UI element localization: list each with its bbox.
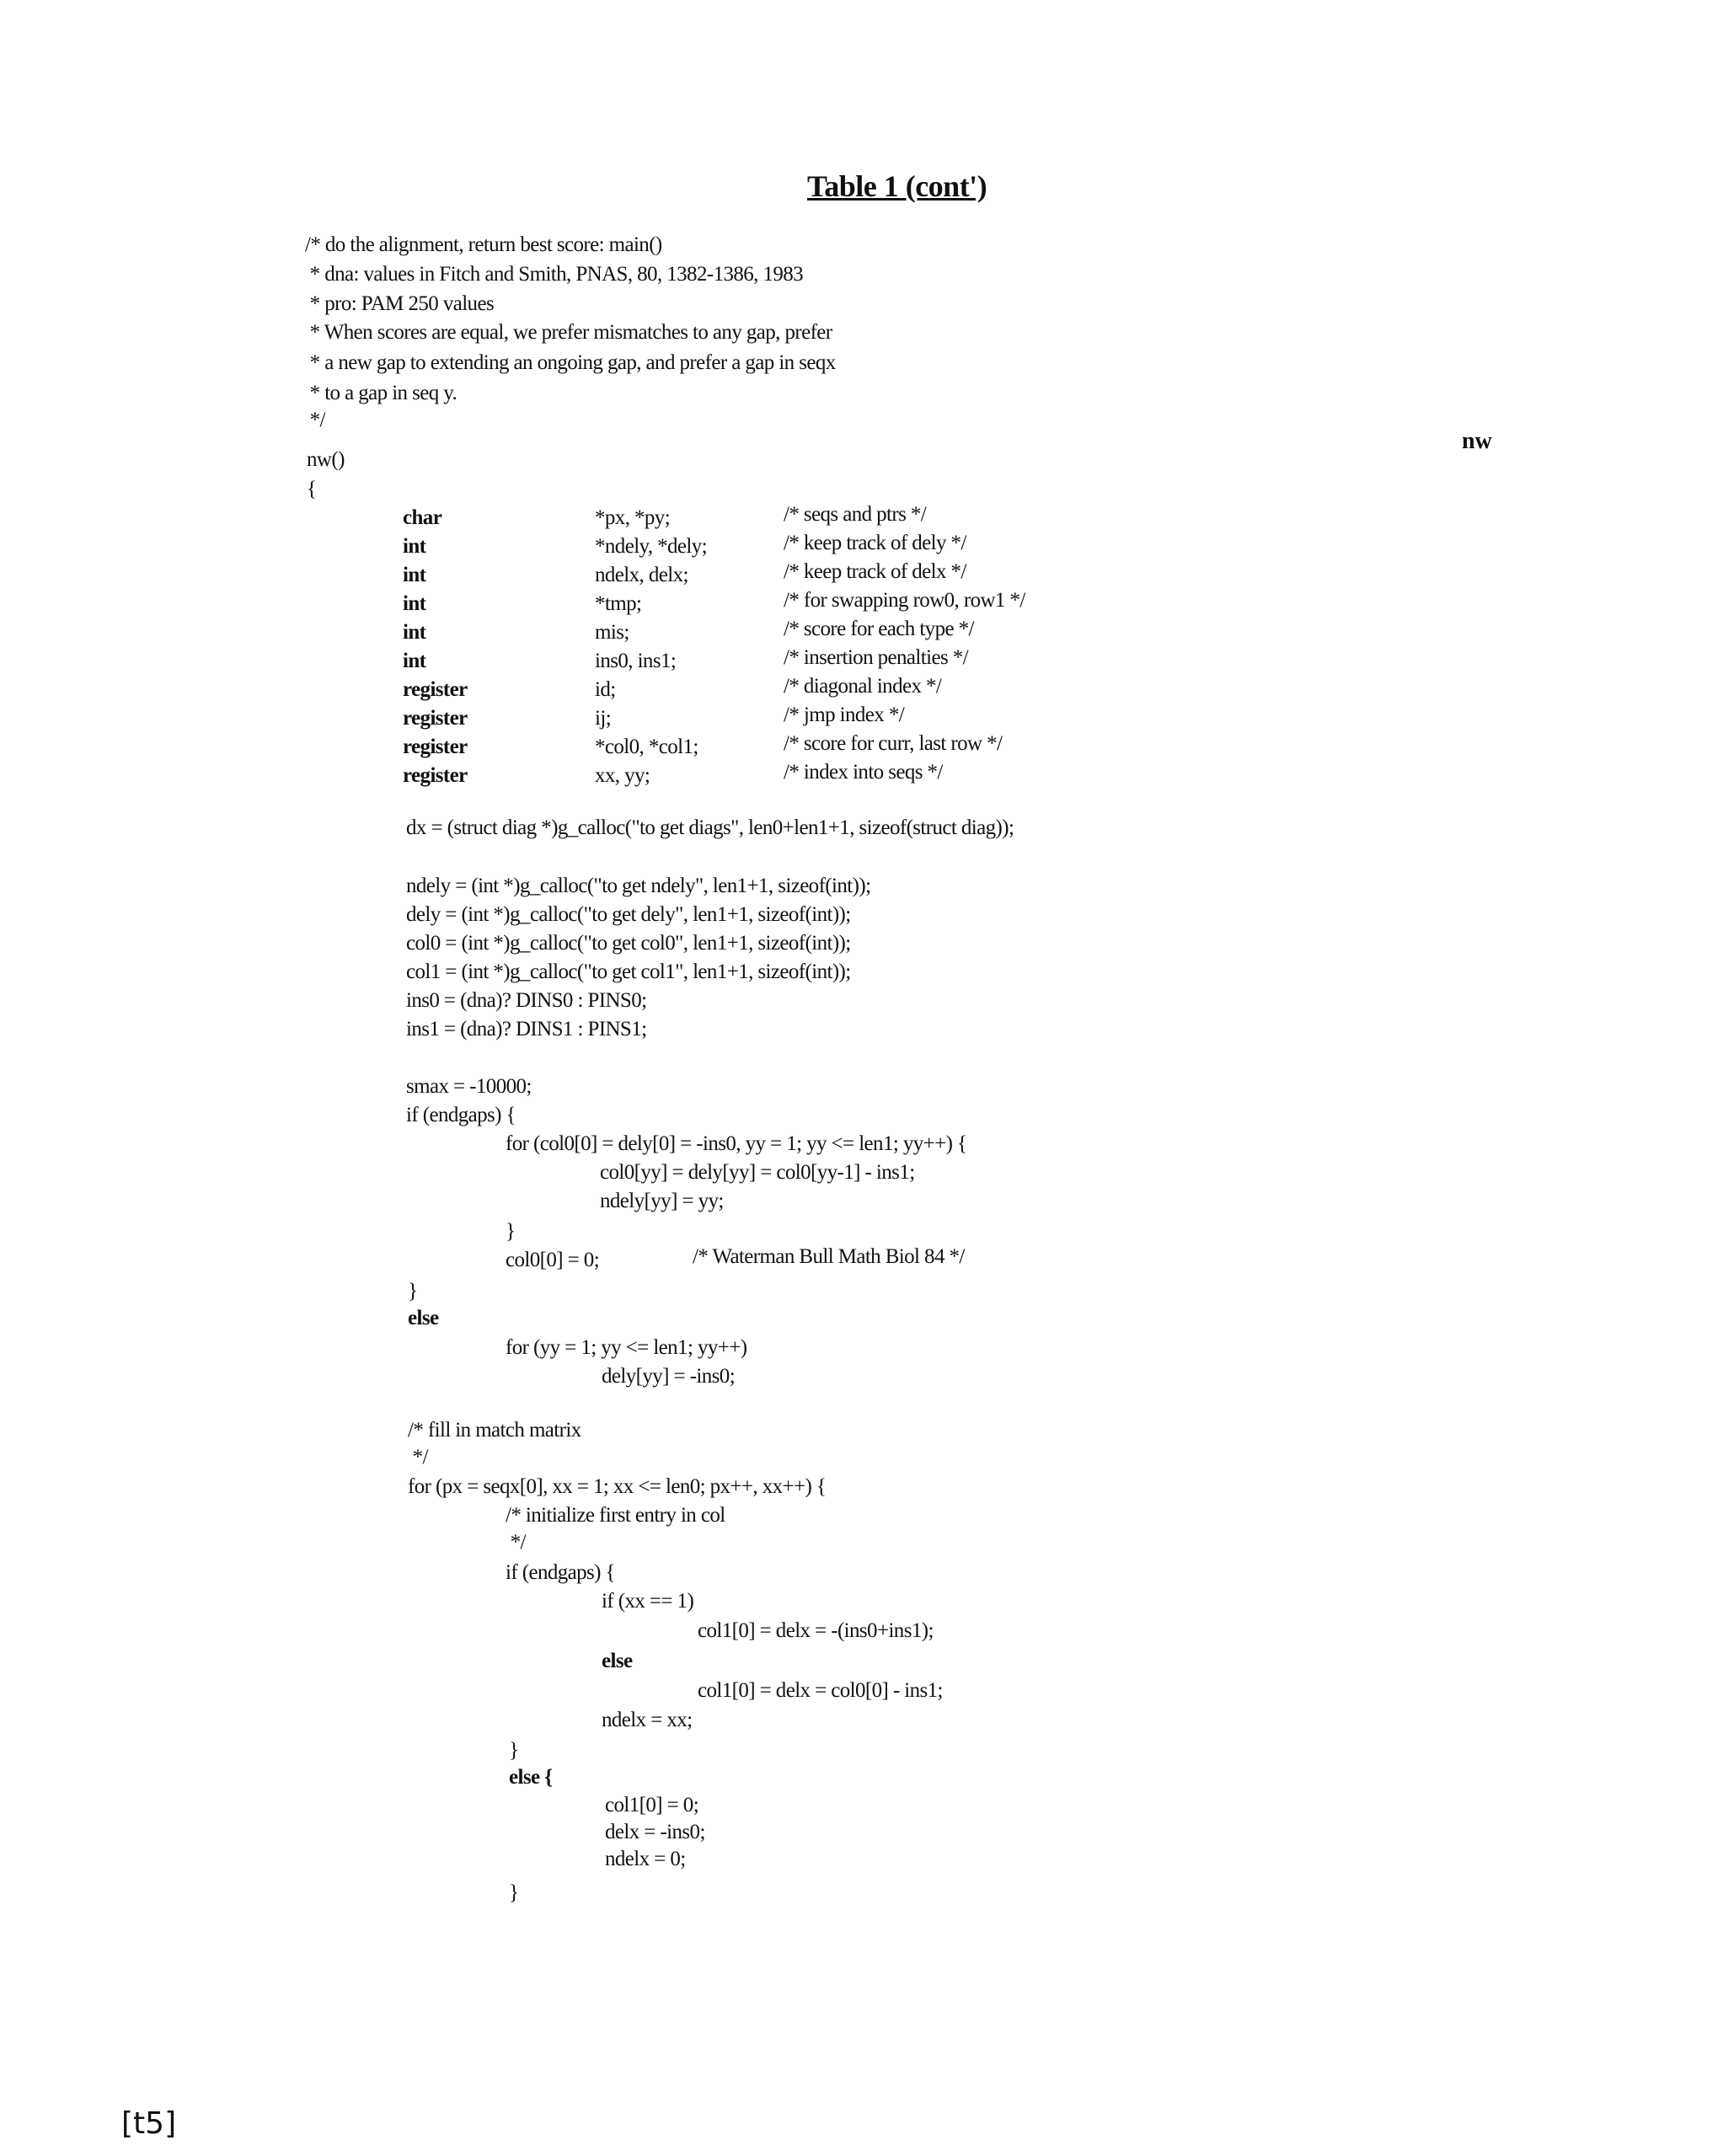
decl-vars: ins0, ins1;: [595, 650, 677, 672]
decl-type: int: [403, 564, 426, 586]
decl-comment: /* jmp index */: [784, 704, 905, 726]
decl-type: int: [403, 535, 426, 558]
decl-type: char: [403, 506, 442, 529]
code-line: else {: [509, 1766, 553, 1789]
comment-line: * a new gap to extending an ongoing gap, and prefer a gap in seqx: [305, 351, 836, 374]
code-line: dx = (struct diag *)g_calloc("to get diags", len0+len1+1, sizeof(struct diag));: [406, 816, 1014, 839]
code-line: else: [602, 1650, 633, 1672]
comment-line: * When scores are equal, we prefer mismatches to any gap, prefer: [305, 321, 832, 344]
decl-comment: /* seqs and ptrs */: [784, 503, 927, 526]
decl-comment: /* keep track of dely */: [784, 532, 966, 554]
code-line: }: [506, 1220, 516, 1243]
decl-comment: /* keep track of delx */: [784, 560, 966, 583]
decl-comment: /* index into seqs */: [784, 761, 943, 784]
decl-comment: /* for swapping row0, row1 */: [784, 589, 1025, 612]
code-line: ins0 = (dna)? DINS0 : PINS0;: [406, 989, 647, 1012]
decl-vars: *tmp;: [595, 592, 642, 615]
code-line: */: [506, 1531, 526, 1554]
code-line: smax = -10000;: [406, 1075, 532, 1098]
decl-vars: *col0, *col1;: [595, 736, 698, 758]
code-line: col1[0] = delx = col0[0] - ins1;: [698, 1679, 943, 1702]
code-line: }: [408, 1280, 418, 1303]
code-line: col1[0] = 0;: [605, 1794, 699, 1816]
decl-comment: /* insertion penalties */: [784, 646, 968, 669]
code-line: col1 = (int *)g_calloc("to get col1", len1+1, sizeof(int));: [406, 960, 851, 983]
code-line: dely = (int *)g_calloc("to get dely", len1+1, sizeof(int));: [406, 903, 851, 926]
decl-type: int: [403, 650, 426, 672]
code-comment: /* Waterman Bull Math Biol 84 */: [693, 1245, 965, 1268]
code-line: if (endgaps) {: [406, 1104, 516, 1126]
code-line: */: [408, 1446, 428, 1469]
decl-comment: /* diagonal index */: [784, 675, 942, 698]
decl-type: register: [403, 764, 468, 787]
side-label: nw: [1462, 428, 1492, 454]
decl-type: register: [403, 707, 468, 730]
decl-vars: mis;: [595, 621, 629, 644]
decl-comment: /* score for curr, last row */: [784, 732, 1003, 755]
decl-vars: id;: [595, 678, 616, 701]
decl-type: register: [403, 736, 468, 758]
code-line: delx = -ins0;: [605, 1821, 705, 1843]
code-line: col0[yy] = dely[yy] = col0[yy-1] - ins1;: [600, 1161, 915, 1184]
code-line: }: [509, 1739, 519, 1762]
code-line: col0 = (int *)g_calloc("to get col0", len1+1, sizeof(int));: [406, 932, 851, 955]
page-tag: [t5]: [121, 2106, 177, 2141]
decl-type: int: [403, 592, 426, 615]
code-line: if (xx == 1): [602, 1590, 694, 1613]
code-line: for (px = seqx[0], xx = 1; xx <= len0; px++, xx++) {: [408, 1475, 827, 1498]
comment-line: * dna: values in Fitch and Smith, PNAS, 80, 1382-1386, 1983: [305, 263, 804, 286]
code-line: }: [509, 1881, 519, 1904]
code-line: ndelx = 0;: [605, 1848, 686, 1870]
code-line: if (endgaps) {: [506, 1561, 615, 1584]
code-line: else: [408, 1307, 439, 1329]
code-line: ndely = (int *)g_calloc("to get ndely", len1+1, sizeof(int));: [406, 875, 871, 897]
code-line: for (yy = 1; yy <= len1; yy++): [506, 1336, 747, 1359]
decl-vars: xx, yy;: [595, 764, 650, 787]
decl-vars: ij;: [595, 707, 612, 730]
code-line: col1[0] = delx = -(ins0+ins1);: [698, 1619, 934, 1642]
open-brace: {: [307, 478, 317, 500]
code-line: col0[0] = 0;: [506, 1249, 600, 1271]
decl-vars: *px, *py;: [595, 506, 671, 529]
decl-type: register: [403, 678, 468, 701]
comment-line: * to a gap in seq y.: [305, 382, 458, 404]
code-line: /* fill in match matrix: [408, 1419, 581, 1442]
decl-comment: /* score for each type */: [784, 618, 974, 640]
code-line: ndely[yy] = yy;: [600, 1190, 724, 1212]
code-line: ins1 = (dna)? DINS1 : PINS1;: [406, 1018, 647, 1041]
comment-line: * pro: PAM 250 values: [305, 292, 495, 315]
comment-line: */: [305, 409, 325, 431]
decl-vars: *ndely, *dely;: [595, 535, 708, 558]
code-line: for (col0[0] = dely[0] = -ins0, yy = 1; yy <= len1; yy++) {: [506, 1132, 967, 1155]
code-line: ndelx = xx;: [602, 1709, 693, 1731]
function-name: nw(): [307, 448, 345, 471]
comment-line: /* do the alignment, return best score: main(): [305, 233, 662, 256]
decl-vars: ndelx, delx;: [595, 564, 688, 586]
code-line: dely[yy] = -ins0;: [602, 1365, 736, 1388]
page-title: Table 1 (cont'): [807, 169, 987, 203]
code-line: /* initialize first entry in col: [506, 1504, 725, 1527]
decl-type: int: [403, 621, 426, 644]
